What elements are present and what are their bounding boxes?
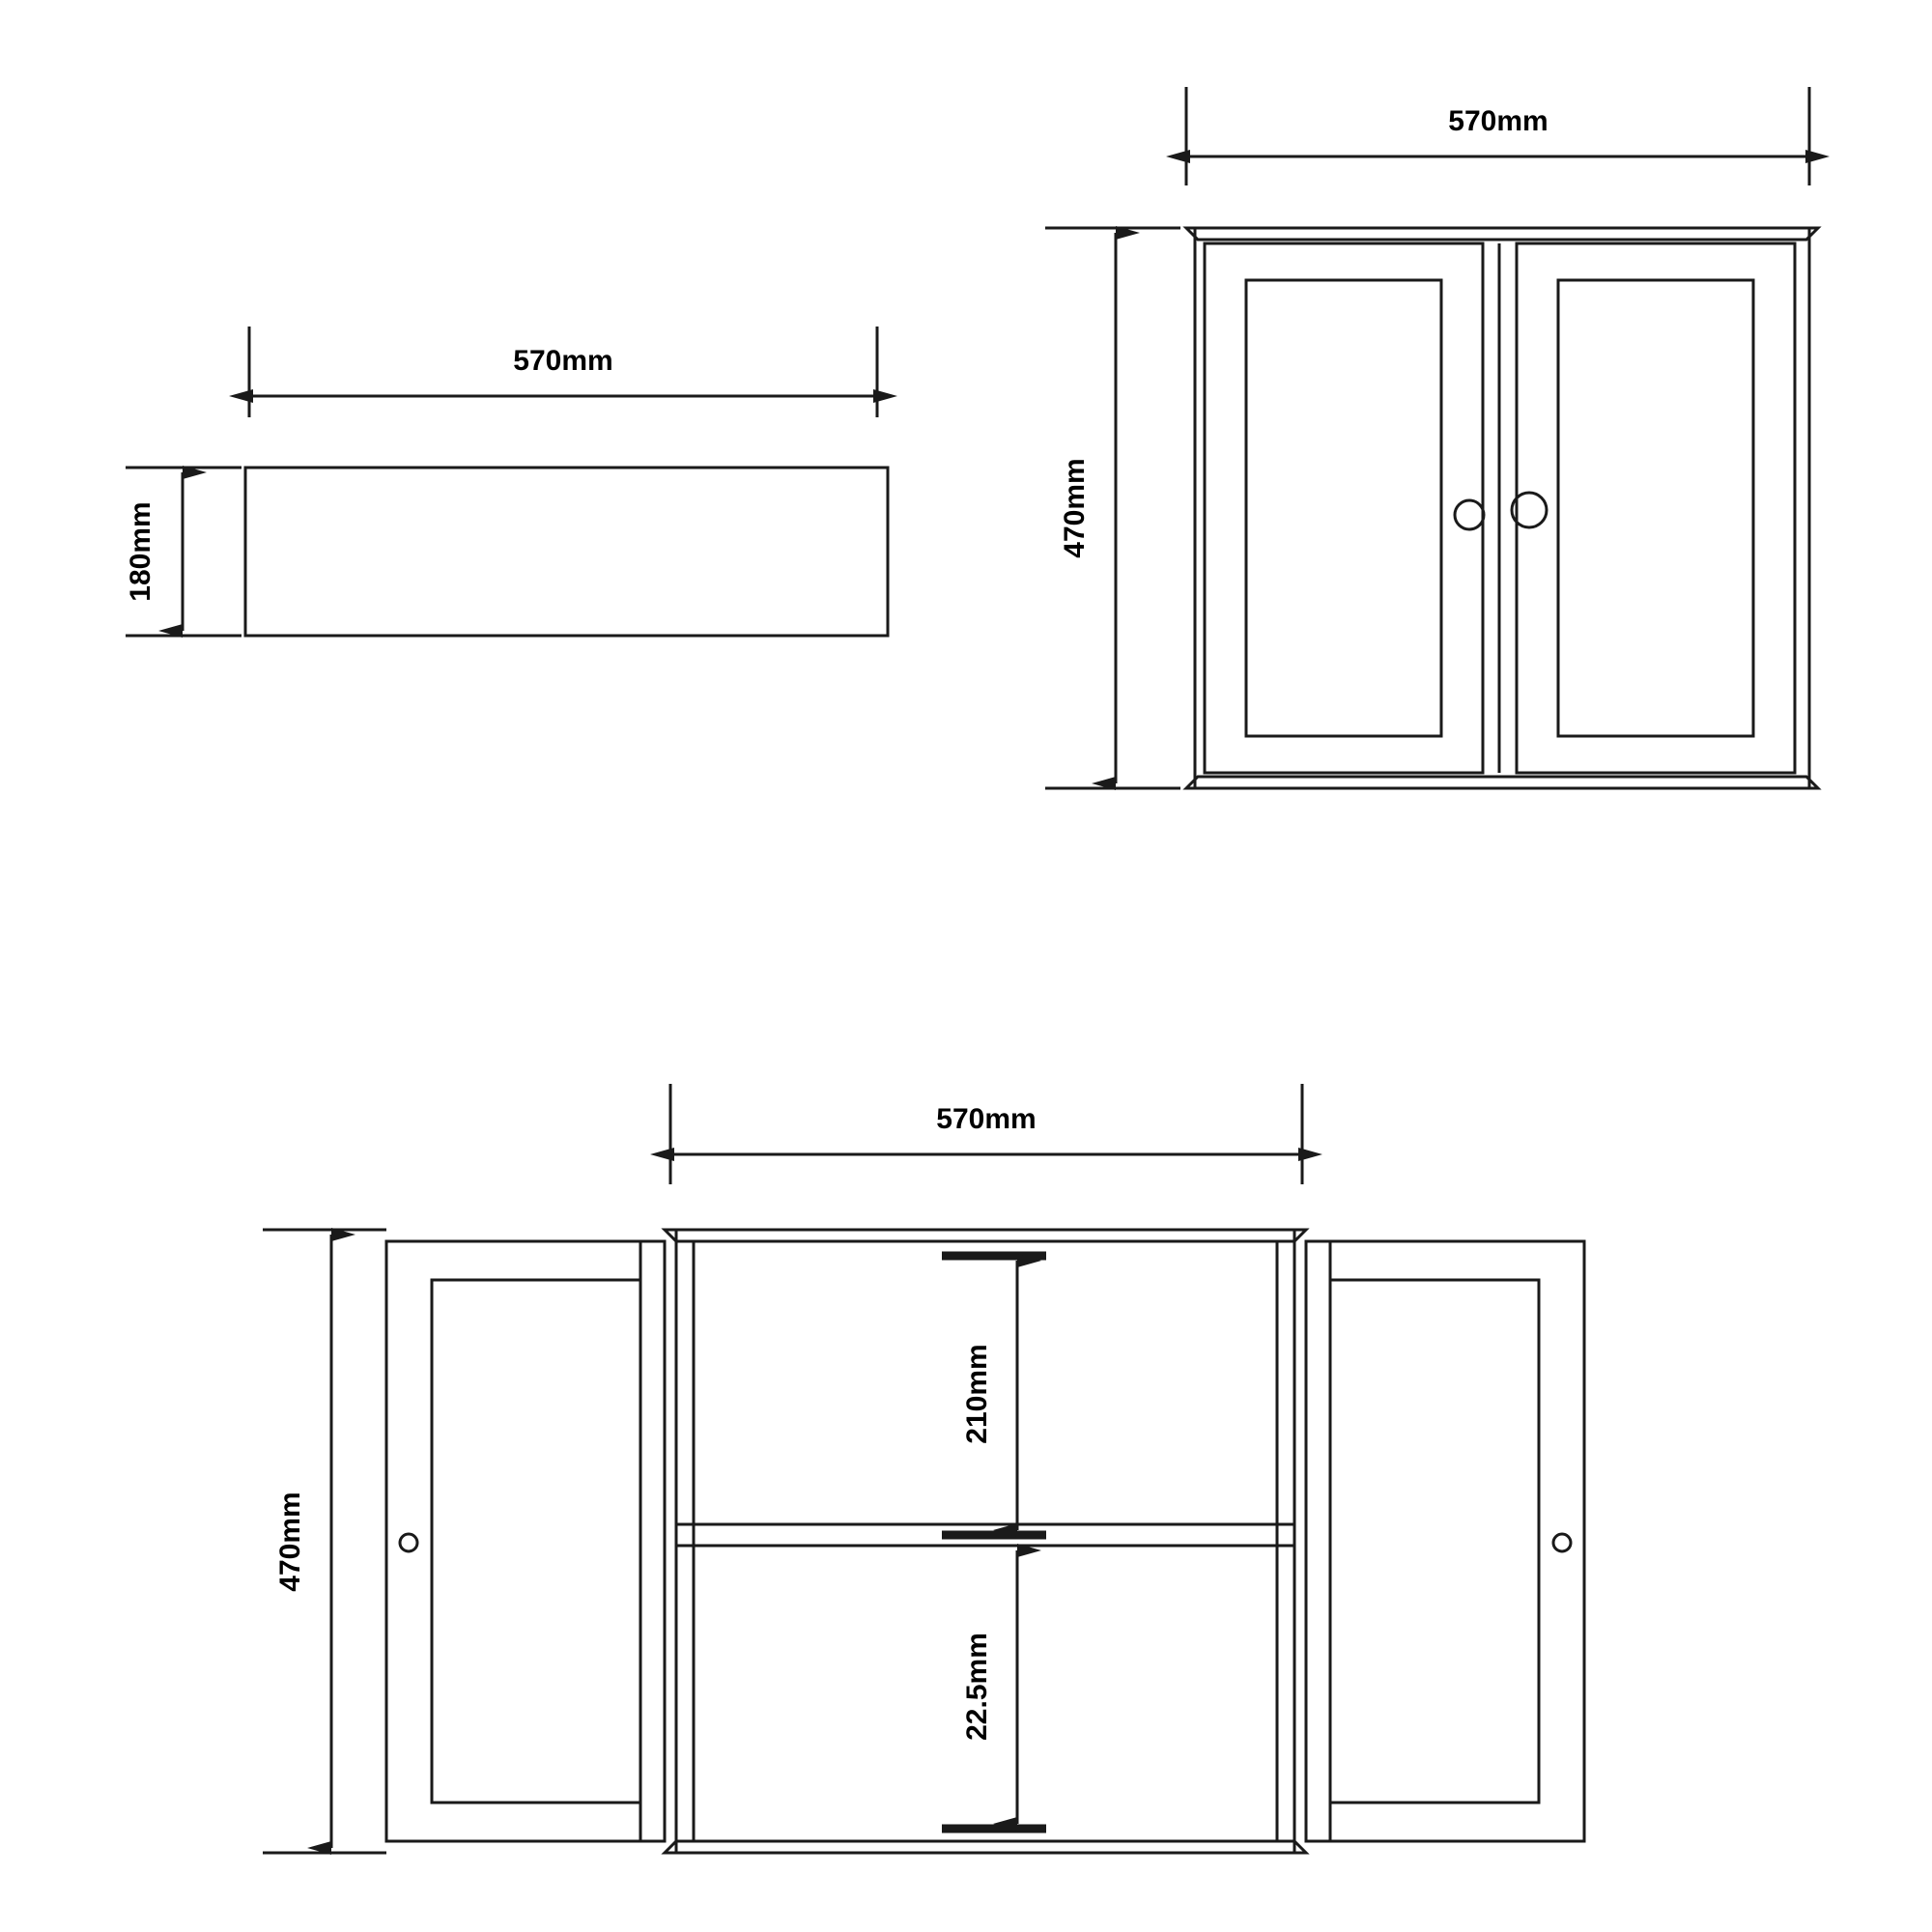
front-view-height-label: 470mm bbox=[1059, 458, 1091, 558]
open-view-bottom-cap bbox=[665, 1841, 1306, 1853]
top-view-width-label: 570mm bbox=[513, 345, 613, 377]
open-view-right-door-panel bbox=[1330, 1280, 1539, 1803]
front-view-left-knob-icon bbox=[1455, 500, 1484, 529]
front-view-top-cap bbox=[1186, 228, 1818, 240]
open-view-left-door-panel bbox=[432, 1280, 640, 1803]
open-view-right-door bbox=[1306, 1241, 1584, 1841]
top-view-group bbox=[126, 327, 888, 636]
open-view-width-label: 570mm bbox=[936, 1103, 1037, 1135]
open-view-upper-label: 210mm bbox=[961, 1344, 993, 1444]
open-view-body bbox=[676, 1230, 1294, 1853]
open-view-group bbox=[263, 1084, 1584, 1853]
front-view-bottom-cap bbox=[1186, 777, 1818, 788]
open-view-right-knob-icon bbox=[1553, 1534, 1571, 1551]
front-view-right-door-panel bbox=[1558, 280, 1753, 736]
open-view-left-knob-icon bbox=[400, 1534, 417, 1551]
open-view-left-door bbox=[386, 1241, 665, 1841]
front-view-body bbox=[1195, 228, 1809, 788]
front-view-left-door-panel bbox=[1246, 280, 1441, 736]
open-view-lower-label: 22.5mm bbox=[961, 1633, 993, 1741]
front-view-width-label: 570mm bbox=[1448, 105, 1548, 137]
top-view-depth-label: 180mm bbox=[125, 501, 156, 602]
front-view-group bbox=[1045, 87, 1818, 788]
top-view-board bbox=[245, 468, 888, 636]
open-view-top-cap bbox=[665, 1230, 1306, 1241]
open-view-height-label: 470mm bbox=[274, 1492, 306, 1592]
